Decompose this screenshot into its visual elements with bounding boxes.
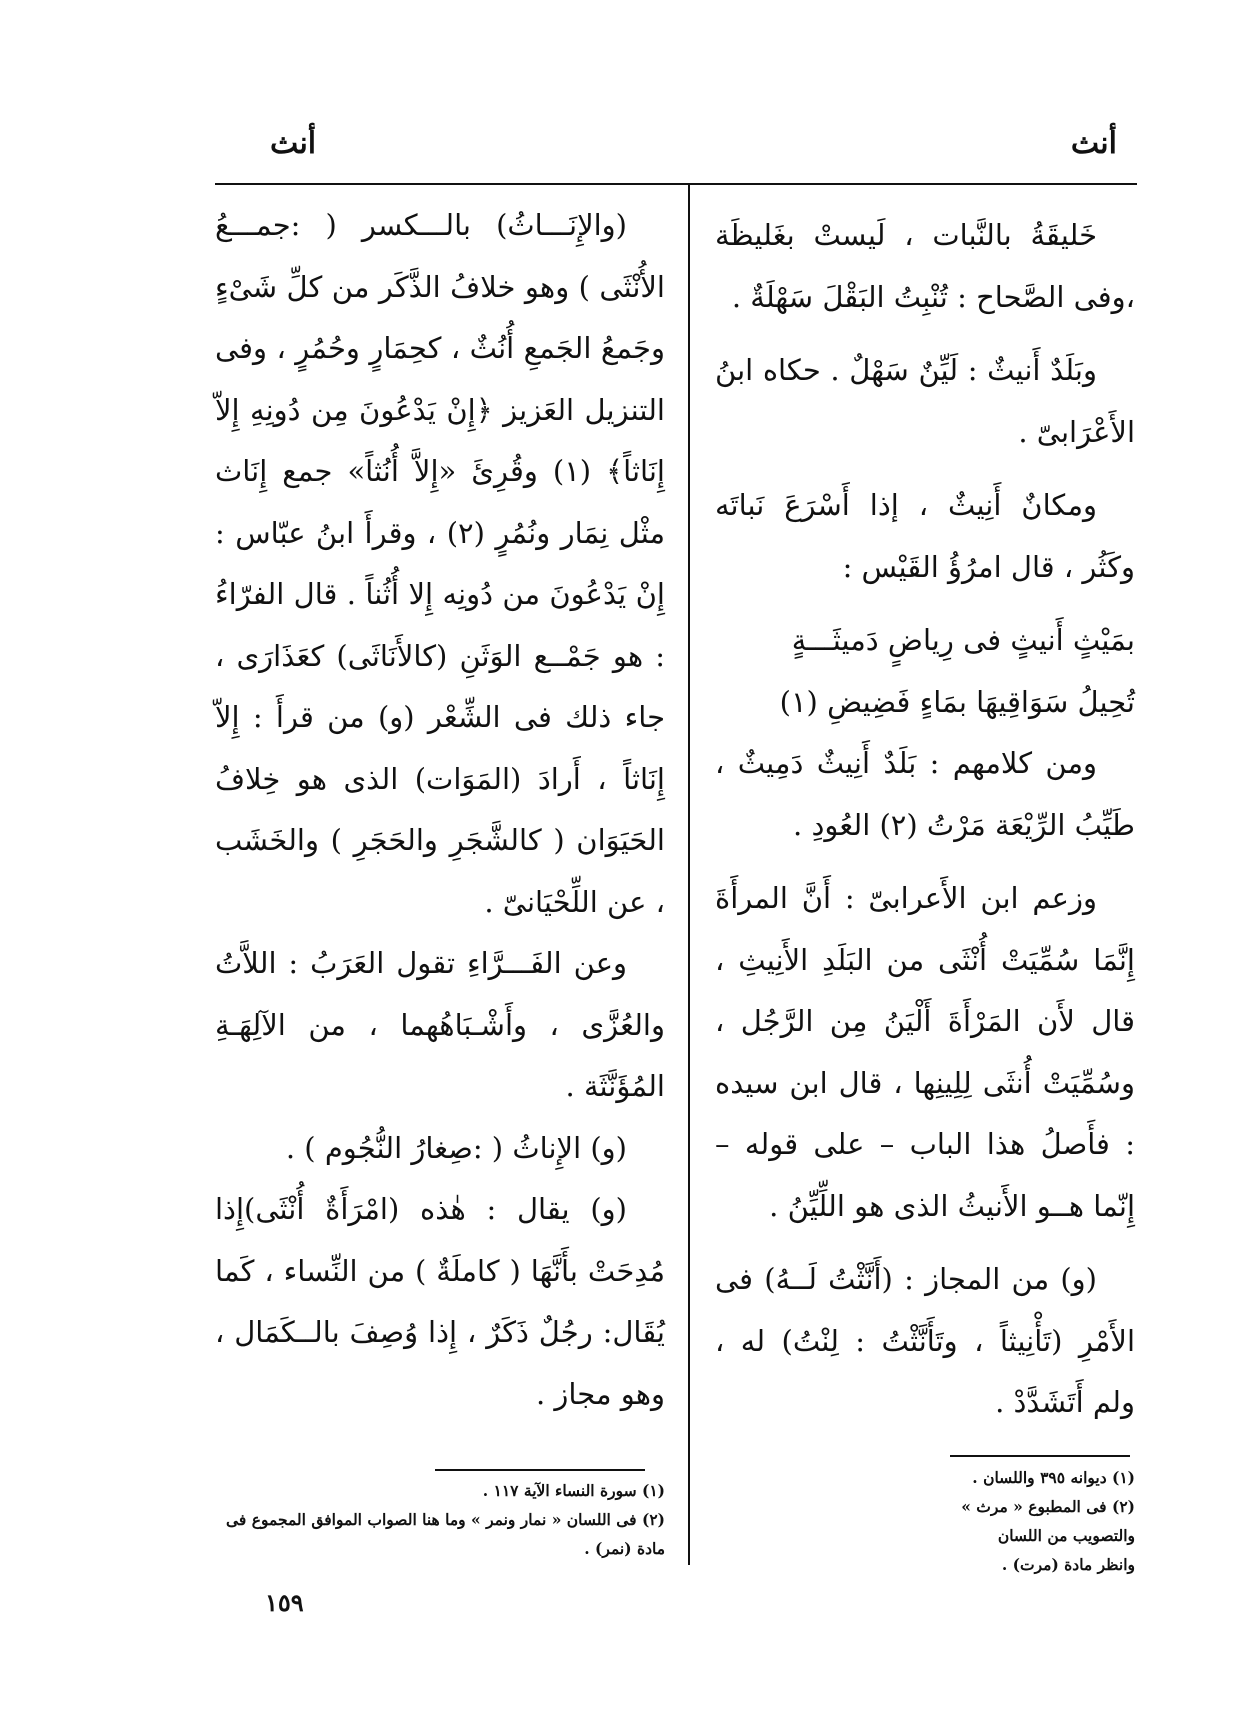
footnote: (٢) فى اللسان « نمار ونمر » وما هنا الصواب الموافق المجموع فى مادة (نمر) . <box>226 1510 665 1558</box>
paragraph: ومكانٌ أَنِيثٌ ، إذا أَسْرَعَ نَباتَه وكَثُر ، قال امرُؤُ القَيْس : <box>715 488 1135 584</box>
paragraph: خَليقَةُ بالنَّبات ، لَيستْ بغَليظَة ،وفى الصَّحاح : تُنْبِتُ البَقْلَ سَهْلَةٌ . <box>715 218 1135 314</box>
paragraph: (و) من المجاز : (أَنَّثْتُ لَــهُ) فى الأَمْرِ (تَأْنِيثاً ، وتَأَنَّثْتُ : لِنْتُ) له ، ولم أَتَشَدَّدْ . <box>715 1262 1135 1419</box>
page-number: ١٥٩ <box>265 1588 304 1617</box>
column-separator <box>688 185 690 1565</box>
verse-line: بمَيْثٍ أَنيثٍ فى رِياضٍ دَميثَـــةٍ <box>791 623 1135 657</box>
top-rule <box>215 183 1137 185</box>
right-header-word: أنث <box>1070 126 1117 161</box>
footnote: (١) سورة النساء الآية ١١٧ . <box>482 1481 665 1500</box>
left-footnotes <box>205 1476 665 1563</box>
left-column <box>215 195 665 1425</box>
paragraph: وبَلَدٌ أَنيثٌ : لَيِّنٌ سَهْلٌ . حكاه ابنُ الأَعْرَابىّ . <box>715 353 1135 449</box>
right-footnote-rule <box>950 1455 1130 1457</box>
left-footnote-rule <box>435 1469 645 1471</box>
verse-line: تُحِيلُ سَوَاقِيهَا بمَاءٍ فَضِيضِ (١) <box>779 684 1135 719</box>
paragraph: ومن كلامهم : بَلَدٌ أَنِيثٌ دَمِيثٌ ، طَيِّبُ الرِّيْعَة مَرْتُ (٢) العُودِ . <box>715 746 1135 842</box>
paragraph: وزعم ابن الأَعرابىّ : أَنَّ المرأَةَ إِنَّمَا سُمِّيَتْ أُنْثَى من البَلَدِ الأَنِيثِ ، قال لأَن المَرْأَةَ أَلْيَنُ مِن الرَّجُل ، وسُمِّيَتْ أُنثَى لِلِينِها ، قال ابن سيده : فأَصلُ هذا الباب – على قوله – إِنّما هــو الأَنيثُ الذى هو اللِّيِّنُ . <box>715 881 1135 1223</box>
paragraph: (والإِنَـــاثُ) بالـــكسر ( :جمـــعُ الأُنْثَى ) وهو خلافُ الذَّكَر من كلِّ شَىْءٍ وجَمعُ الجَمعِ أُنُثٌ ، كحِمَارٍ وحُمُرٍ ، وفى التنزيل العَزيز ﴿إِنْ يَدْعُونَ مِن دُونِهِ إِلاّ إِنَاثاً﴾ (١) وقُرِئَ «إِلاَّ أُنُثاً» جمع إِنَاث مثْل نِمَار ونُمُرٍ (٢) ، وقرأَ ابنُ عبّاس : إِنْ يَدْعُونَ من دُونِه إِلا أُثُناً . قال الفرّاءُ : هو جَمْــع الوَثَنِ (كالأَنَاثَى) كعَذَارَى ، جاء ذلك فى الشِّعْر (و) من قرأَ : إِلاّ إِنَاثاً ، أَرادَ (المَوَات) الذى هو خِلافُ الحَيَوَان ( كالشَّجَرِ والحَجَرِ ) والخَشَب ، عن اللِّحْيَانىّ . <box>215 208 665 919</box>
footnote: (١) ديوانه ٣٩٥ واللسان . <box>972 1468 1135 1487</box>
paragraph: (و) يقال : هٰذه (امْرَأَةٌ أُنْثَى)إِذا مُدِحَتْ بأَنَّهَا ( كاملَةٌ ) من النِّساء ، كَما يُقَال: رجُلٌ ذَكَرٌ ، إِذا وُصِفَ بالــكَمَال ، وهو مجاز . <box>215 1192 665 1411</box>
footnote: (٢) فى المطبوع « مرث » والتصويب من اللسان وانظر مادة (مرت) . <box>961 1497 1135 1574</box>
left-header-word: أنث <box>270 126 317 161</box>
right-footnotes <box>960 1463 1135 1579</box>
right-column <box>715 205 1135 1434</box>
paragraph: (و) الإِناثُ ( :صِغارُ النُّجُوم ) . <box>285 1130 627 1165</box>
paragraph: وعن الفَـــرَّاءِ تقول العَرَبُ : اللاَّتُ والعُزَّى ، وأَشْـبَاهُهما ، من الآلِهَـةِ المُؤَنَّثَة . <box>215 946 665 1103</box>
